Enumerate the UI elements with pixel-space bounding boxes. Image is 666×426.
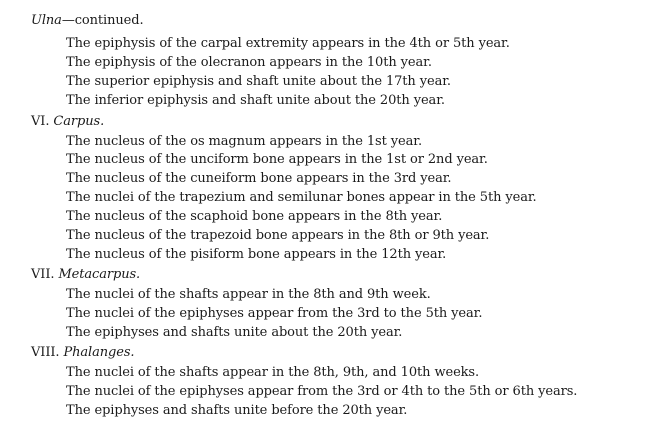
list-item: The nucleus of the os magnum appears in the 1st year. (66, 134, 422, 149)
list-item: The nucleus of the cuneiform bone appears in the 3rd year. (66, 171, 452, 186)
section-heading-phalanges (31, 345, 134, 361)
list-item: The nucleus of the scaphoid bone appears in the 8th year. (66, 209, 443, 224)
list-item: The inferior epiphysis and shaft unite about the 20th year. (66, 93, 445, 108)
section-title-phalanges: Phalanges. (63, 345, 135, 360)
continued-label: —continued. (61, 13, 144, 28)
list-item: The nuclei of the shafts appear in the 8th and 9th week. (66, 287, 431, 302)
list-item: The nuclei of the epiphyses appear from the 3rd or 4th to the 5th or 6th years. (66, 384, 578, 399)
section-heading-metacarpus (31, 267, 140, 283)
list-item: The nucleus of the unciform bone appears in the 1st or 2nd year. (66, 152, 488, 167)
list-item: The nucleus of the trapezoid bone appears in the 8th or 9th year. (66, 228, 490, 243)
section-numeral: VIII. (31, 345, 60, 360)
section-numeral: VII. (31, 267, 55, 282)
section-title-ulna: Ulna (31, 13, 62, 28)
list-item: The epiphyses and shafts unite before the 20th year. (66, 403, 408, 418)
section-title-metacarpus: Metacarpus. (58, 267, 141, 282)
section-title-carpus: Carpus. (53, 114, 105, 129)
list-item: The nuclei of the trapezium and semilunar bones appear in the 5th year. (66, 190, 537, 205)
list-item: The epiphysis of the carpal extremity appears in the 4th or 5th year. (66, 36, 510, 51)
list-item: The nucleus of the pisiform bone appears in the 12th year. (66, 247, 447, 262)
section-heading-ulna (31, 13, 144, 29)
section-heading-carpus (31, 114, 104, 130)
list-item: The superior epiphysis and shaft unite about the 17th year. (66, 74, 451, 89)
list-item: The nuclei of the shafts appear in the 8th, 9th, and 10th weeks. (66, 365, 480, 380)
list-item: The epiphyses and shafts unite about the 20th year. (66, 325, 403, 340)
list-item: The epiphysis of the olecranon appears in the 10th year. (66, 55, 432, 70)
list-item: The nuclei of the epiphyses appear from the 3rd to the 5th year. (66, 306, 483, 321)
section-numeral: VI. (31, 114, 50, 129)
